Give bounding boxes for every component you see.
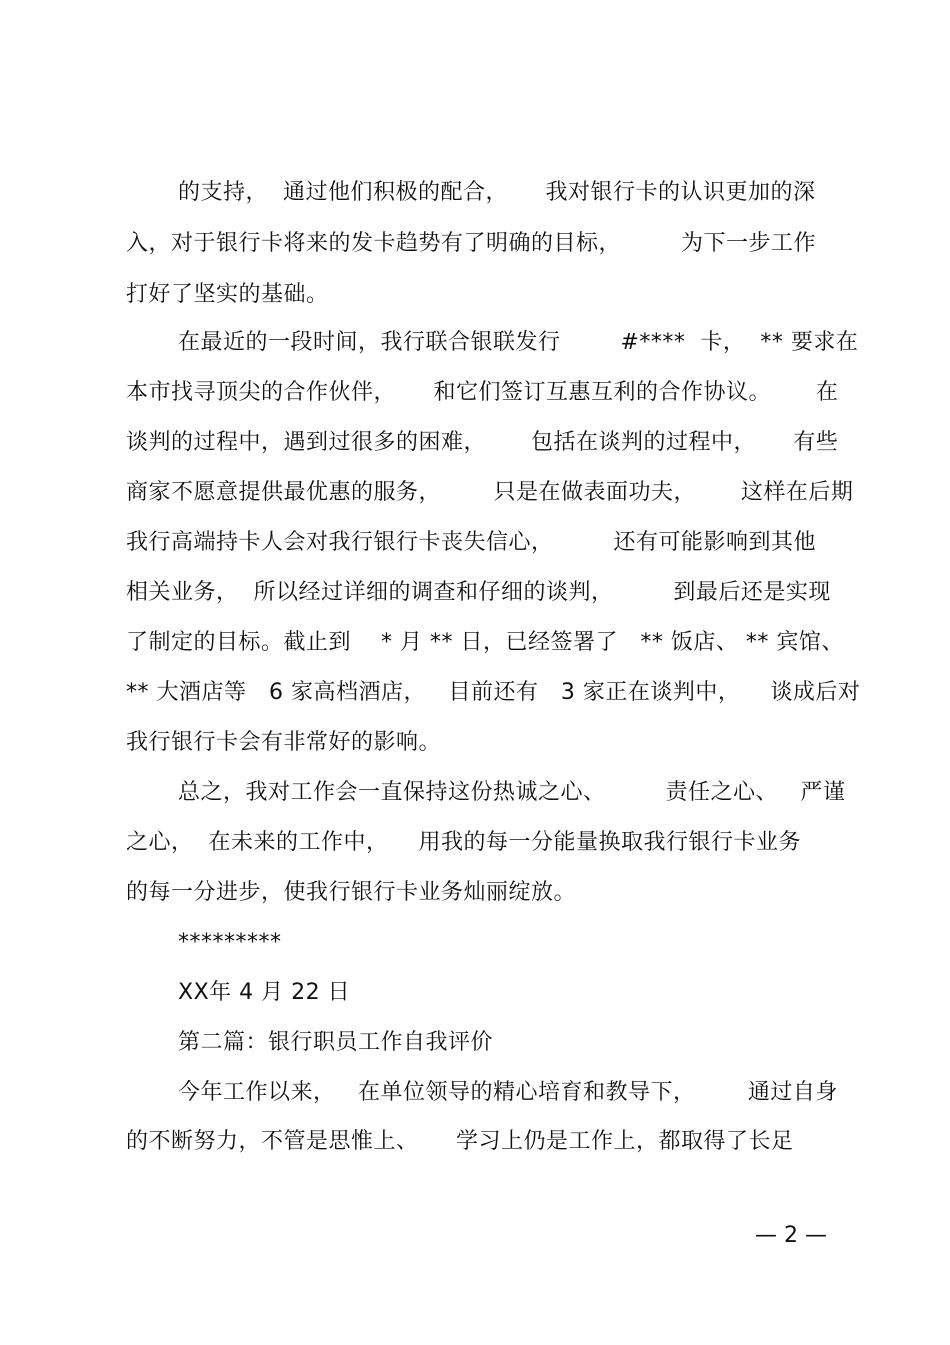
page-number: — 2 —	[755, 1223, 827, 1248]
text-line: 谈判的过程中，遇到过很多的困难， 包括在谈判的过程中， 有些	[126, 430, 839, 455]
text-line: 的不断努力，不管是思惟上、 学习上仍是工作上，都取得了长足	[126, 1129, 794, 1154]
text-line: 本市找寻顶尖的合作伙伴， 和它们签订互惠互利的合作协议。 在	[126, 380, 839, 405]
text-line: 商家不愿意提供最优惠的服务， 只是在做表面功夫， 这样在后期	[126, 480, 854, 505]
date-line: XX年 4 月 22 日	[178, 980, 351, 1005]
text-line: 今年工作以来， 在单位领导的精心培育和教导下， 通过自身	[178, 1080, 838, 1105]
text-line: 之心， 在未来的工作中， 用我的每一分能量换取我行银行卡业务	[126, 830, 801, 855]
text-line: 打好了坚实的基础。	[126, 282, 329, 307]
text-line: 了制定的目标。截止到 * 月 ** 日，已经签署了 ** 饭店、 ** 宾馆、	[126, 630, 844, 655]
text-line: 我行高端持卡人会对我行银行卡丧失信心， 还有可能影响到其他	[126, 530, 816, 555]
text-line: 的每一分进步，使我行银行卡业务灿丽绽放。	[126, 880, 577, 905]
text-line: 的支持， 通过他们积极的配合， 我对银行卡的认识更加的深	[178, 180, 816, 205]
signature-stars: *********	[178, 930, 282, 955]
text-line: 我行银行卡会有非常好的影响。	[126, 730, 442, 755]
text-line: 相关业务， 所以经过详细的调查和仔细的谈判， 到最后还是实现	[126, 580, 831, 605]
text-line: 总之，我对工作会一直保持这份热诚之心、 责任之心、 严谨	[178, 780, 846, 805]
text-line: ** 大酒店等 6 家高档酒店， 目前还有 3 家正在谈判中， 谈成后对	[126, 680, 861, 705]
section-heading: 第二篇：银行职员工作自我评价	[178, 1030, 494, 1055]
text-line: 入，对于银行卡将来的发卡趋势有了明确的目标， 为下一步工作	[126, 231, 816, 256]
text-line: 在最近的一段时间，我行联合银联发行 #**** 卡， ** 要求在	[178, 330, 859, 355]
